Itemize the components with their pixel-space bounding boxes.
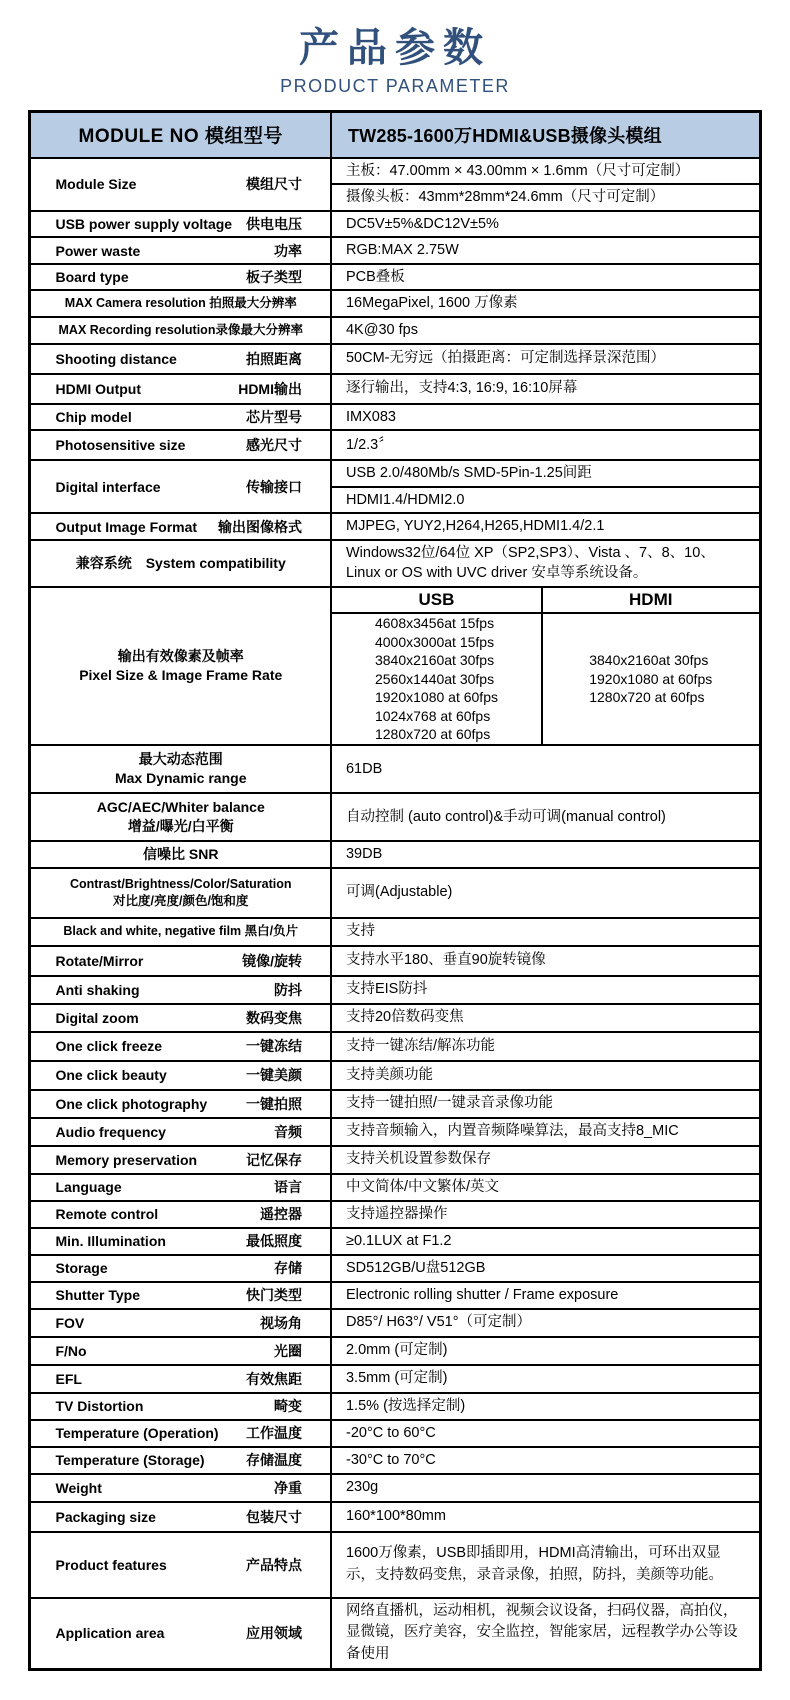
- spec-label: [31, 349, 330, 369]
- spec-label-en: TV Distortion: [55, 1398, 144, 1415]
- spec-row: [30, 290, 760, 317]
- spec-label-zh: 音频: [273, 1123, 302, 1140]
- spec-label: [31, 1396, 330, 1416]
- spec-value-cell: 自动控制 (auto control)&手动可调(manual control): [331, 793, 760, 841]
- spec-label-zh: 模组尺寸: [245, 176, 302, 193]
- spec-label: [31, 1478, 330, 1498]
- spec-label-en: Temperature (Storage): [55, 1452, 205, 1469]
- spec-value-cell: 支持关机设置参数保存: [331, 1146, 760, 1174]
- spec-value-cell: DC5V±5%&DC12V±5%: [331, 211, 760, 238]
- spec-row: [30, 211, 760, 238]
- spec-label: [31, 477, 330, 497]
- spec-label-cell: [30, 1420, 331, 1447]
- spec-row: [30, 841, 760, 868]
- spec-label-cell: [30, 841, 331, 868]
- spec-value-cell: PCB叠板: [331, 264, 760, 291]
- spec-label: [31, 798, 330, 836]
- spec-label: [31, 322, 330, 339]
- spec-value-cell: 160*100*80mm: [331, 1502, 760, 1532]
- spec-label-cell: [30, 1309, 331, 1337]
- spec-row: [30, 1337, 760, 1365]
- spec-label-en: One click photography: [55, 1095, 208, 1112]
- spec-label: [31, 923, 330, 940]
- spec-label-en: Application area: [55, 1625, 165, 1642]
- pixel-list-line: 1920x1080 at 60fps: [589, 670, 713, 687]
- spec-row: [30, 1474, 760, 1502]
- spec-label-zh: 记忆保存: [245, 1151, 302, 1168]
- spec-label: [31, 1623, 330, 1643]
- spec-label-line: 输出有效像素及帧率: [117, 648, 244, 665]
- spec-value-cell: D85°/ H63°/ V51°（可定制）: [331, 1309, 760, 1337]
- spec-label-zh: 应用领域: [245, 1625, 302, 1642]
- pixel-list-line: 2560x1440at 30fps: [374, 670, 495, 687]
- spec-row: [30, 513, 760, 540]
- spec-label-zh: 镜像/旋转: [242, 952, 302, 969]
- spec-label-line: AGC/AEC/Whiter balance: [96, 799, 265, 816]
- spec-row: [30, 745, 760, 793]
- spec-row: [30, 1201, 760, 1228]
- spec-row: [30, 404, 760, 431]
- spec-label: [31, 407, 330, 427]
- spec-row: [30, 1255, 760, 1282]
- spec-label-cell: [30, 1032, 331, 1061]
- spec-label-zh: 功率: [273, 242, 302, 259]
- spec-value-cell: 230g: [331, 1474, 760, 1502]
- spec-label: [31, 1285, 330, 1305]
- spec-label-zh: 遥控器: [259, 1206, 302, 1223]
- spec-label-cell: [30, 587, 331, 745]
- spec-value-cell: 支持音频输入，内置音频降噪算法，最高支持8_MIC: [331, 1118, 760, 1146]
- spec-value-cell: 1600万像素，USB即插即用，HDMI高清输出，可环出双显示，支持数码变焦，录音录像，拍照，防抖，美颜等功能。: [331, 1532, 760, 1598]
- spec-label-zh: 板子类型: [245, 269, 302, 286]
- spec-row: [30, 264, 760, 291]
- spec-label-cell: [30, 374, 331, 404]
- spec-label-en: Power waste: [55, 242, 141, 259]
- spec-value-cell: RGB:MAX 2.75W: [331, 237, 760, 264]
- spec-label: [31, 1507, 330, 1527]
- spec-label: [31, 1555, 330, 1575]
- spec-label: [31, 1094, 330, 1114]
- spec-value-cell: 4K@30 fps: [331, 317, 760, 344]
- spec-label-cell: [30, 976, 331, 1004]
- spec-label-cell: [30, 1282, 331, 1309]
- spec-label-cell: [30, 1502, 331, 1532]
- spec-label-zh: 产品特点: [245, 1556, 302, 1573]
- spec-value-cell: Windows32位/64位 XP（SP2,SP3）、Vista 、7、8、10、Linux or OS with UVC driver 安卓等系统设备。: [331, 540, 760, 587]
- spec-row: [30, 1118, 760, 1146]
- spec-label-en: Board type: [55, 269, 129, 286]
- spec-label-cell: [30, 1255, 331, 1282]
- spec-label-zh: 工作温度: [245, 1425, 302, 1442]
- pixel-list-line: 1920x1080 at 60fps: [374, 689, 498, 706]
- spec-label-cell: [30, 793, 331, 841]
- pixel-list-line: 3840x2160at 30fps: [589, 652, 709, 669]
- spec-label: [31, 876, 330, 910]
- spec-row: [30, 1447, 760, 1474]
- page-subtitle: PRODUCT PARAMETER: [280, 76, 510, 96]
- spec-label-cell: [30, 1118, 331, 1146]
- pixel-list-line: 1024x768 at 60fps: [374, 707, 491, 724]
- spec-row: [30, 1282, 760, 1309]
- spec-label: [31, 241, 330, 261]
- spec-label-cell: [30, 1365, 331, 1393]
- spec-label: [31, 1313, 330, 1333]
- pixel-list-line: 4608x3456at 15fps: [374, 615, 495, 632]
- spec-row: [30, 587, 760, 613]
- spec-label-en: Output Image Format: [55, 518, 198, 535]
- spec-label-cell: [30, 237, 331, 264]
- pixel-list-hdmi: [542, 613, 760, 745]
- spec-label-cell: [30, 1474, 331, 1502]
- spec-label-cell: [30, 1228, 331, 1255]
- spec-label-line: Pixel Size & Image Frame Rate: [79, 667, 283, 684]
- spec-label-cell: [30, 540, 331, 587]
- spec-value-cell: 支持遥控器操作: [331, 1201, 760, 1228]
- spec-value-cell: SD512GB/U盘512GB: [331, 1255, 760, 1282]
- spec-label-line: Contrast/Brightness/Color/Saturation: [69, 876, 292, 891]
- spec-row: [30, 1598, 760, 1670]
- spec-label: [31, 174, 330, 194]
- spec-row: [30, 1090, 760, 1118]
- module-model-header: TW285-1600万HDMI&USB摄像头模组: [331, 112, 760, 158]
- spec-table: [28, 110, 761, 1671]
- spec-value-cell: MJPEG, YUY2,H264,H265,HDMI1.4/2.1: [331, 513, 760, 540]
- spec-row: [30, 1502, 760, 1532]
- spec-label-cell: [30, 1598, 331, 1670]
- spec-label: [31, 214, 330, 234]
- spec-value-cell: 中文简体/中文繁体/英文: [331, 1174, 760, 1201]
- spec-value-cell: ≥0.1LUX at F1.2: [331, 1228, 760, 1255]
- spec-label-cell: [30, 290, 331, 317]
- spec-label: [31, 554, 330, 573]
- spec-label-zh: 拍照距离: [245, 350, 302, 367]
- spec-label-cell: [30, 868, 331, 918]
- spec-label: [31, 980, 330, 1000]
- spec-label-zh: 芯片型号: [245, 408, 302, 425]
- spec-value-cell: 1/2.3〞: [331, 430, 760, 460]
- spec-row: [30, 540, 760, 587]
- spec-value-cell: 网络直播机，运动相机，视频会议设备，扫码仪器，高拍仪，显微镜，医疗美容，安全监控，智能家居，远程教学办公等设备使用: [331, 1598, 760, 1670]
- spec-label-cell: [30, 1337, 331, 1365]
- spec-label: [31, 1258, 330, 1278]
- spec-label-en: One click beauty: [55, 1067, 167, 1084]
- spec-label-en: Weight: [55, 1479, 102, 1496]
- spec-row: [30, 1420, 760, 1447]
- spec-value-cell: HDMI1.4/HDMI2.0: [331, 487, 760, 514]
- spec-label-cell: [30, 745, 331, 793]
- spec-value-cell: -30°C to 70°C: [331, 1447, 760, 1474]
- spec-row: [30, 237, 760, 264]
- module-no-header: MODULE NO 模组型号: [30, 112, 331, 158]
- spec-label-cell: [30, 918, 331, 946]
- spec-label: [31, 435, 330, 455]
- spec-row: [30, 793, 760, 841]
- spec-label-en: USB power supply voltage: [55, 215, 233, 232]
- spec-row: [30, 1365, 760, 1393]
- spec-label: [31, 951, 330, 971]
- spec-label-cell: [30, 460, 331, 513]
- spec-label-line: 信噪比 SNR: [143, 845, 219, 862]
- spec-label-line: MAX Recording resolution录像最大分辨率: [58, 322, 303, 337]
- spec-label-en: Module Size: [55, 176, 137, 193]
- spec-label-zh: 包装尺寸: [245, 1508, 302, 1525]
- spec-label-en: Storage: [55, 1260, 108, 1277]
- spec-label: [31, 1150, 330, 1170]
- page-title: 产品参数: [299, 26, 491, 70]
- spec-label-cell: [30, 430, 331, 460]
- spec-label-en: Shutter Type: [55, 1287, 141, 1304]
- spec-value-cell: 主板：47.00mm × 43.00mm × 1.6mm（尺寸可定制）: [331, 158, 760, 185]
- spec-label-en: Digital zoom: [55, 1009, 139, 1026]
- spec-label: [31, 1369, 330, 1389]
- spec-label-line: 最大动态范围: [138, 751, 223, 768]
- spec-label: [31, 379, 330, 399]
- spec-row: [30, 344, 760, 374]
- spec-label-cell: [30, 513, 331, 540]
- spec-label: [31, 1036, 330, 1056]
- spec-label-en: Anti shaking: [55, 981, 140, 998]
- spec-value-cell: 3.5mm (可定制): [331, 1365, 760, 1393]
- spec-value-cell: 支持EIS防抖: [331, 976, 760, 1004]
- spec-label-cell: [30, 404, 331, 431]
- title-block: [0, 16, 790, 97]
- spec-label-zh: 一键冻结: [245, 1038, 302, 1055]
- spec-label: [31, 845, 330, 864]
- spec-value-cell: 可调(Adjustable): [331, 868, 760, 918]
- spec-label-zh: HDMI输出: [238, 380, 302, 397]
- spec-value-cell: 61DB: [331, 745, 760, 793]
- pixel-col-header-usb: USB: [331, 587, 542, 613]
- spec-label-en: Language: [55, 1179, 122, 1196]
- spec-row: [30, 158, 760, 185]
- spec-row: [30, 1228, 760, 1255]
- spec-label-cell: [30, 1146, 331, 1174]
- spec-row: [30, 1032, 760, 1061]
- spec-label-zh: 一键拍照: [245, 1095, 302, 1112]
- pixel-list-line: 4000x3000at 15fps: [374, 633, 495, 650]
- spec-label-cell: [30, 1004, 331, 1032]
- spec-value-cell: 支持: [331, 918, 760, 946]
- spec-label-en: Digital interface: [55, 478, 161, 495]
- spec-label-line: Max Dynamic range: [114, 770, 247, 787]
- spec-label-zh: 视场角: [259, 1314, 302, 1331]
- spec-label-en: Remote control: [55, 1206, 159, 1223]
- spec-label: [31, 267, 330, 287]
- spec-value-cell: 支持一键拍照/一键录音录像功能: [331, 1090, 760, 1118]
- spec-row: [30, 460, 760, 487]
- spec-label: [31, 1177, 330, 1197]
- pixel-list-line: 1280x720 at 60fps: [374, 726, 491, 743]
- spec-label-zh: 输出图像格式: [217, 518, 302, 535]
- spec-label-en: Rotate/Mirror: [55, 952, 144, 969]
- spec-label-cell: [30, 1447, 331, 1474]
- spec-label: [31, 1423, 330, 1443]
- spec-label-en: Product features: [55, 1556, 167, 1573]
- spec-label-cell: [30, 1090, 331, 1118]
- spec-label-zh: 畸变: [273, 1398, 302, 1415]
- spec-label-en: One click freeze: [55, 1038, 163, 1055]
- spec-label-en: Chip model: [55, 408, 132, 425]
- spec-row: [30, 868, 760, 918]
- spec-value-cell: 逐行输出，支持4:3, 16:9, 16:10屏幕: [331, 374, 760, 404]
- spec-row: [30, 918, 760, 946]
- spec-label: [31, 1231, 330, 1251]
- spec-label-cell: [30, 344, 331, 374]
- spec-label-en: Shooting distance: [55, 350, 177, 367]
- pixel-list-usb: [331, 613, 542, 745]
- spec-label-en: Temperature (Operation): [55, 1425, 219, 1442]
- spec-label-zh: 传输接口: [245, 478, 302, 495]
- spec-label-zh: 有效焦距: [245, 1370, 302, 1387]
- spec-table-body: [30, 112, 760, 1670]
- spec-label: [31, 1204, 330, 1224]
- spec-label-cell: [30, 317, 331, 344]
- spec-label-cell: [30, 264, 331, 291]
- spec-row: [30, 946, 760, 976]
- spec-value-cell: 16MegaPixel, 1600 万像素: [331, 290, 760, 317]
- spec-value-cell: IMX083: [331, 404, 760, 431]
- spec-row: [30, 1061, 760, 1090]
- spec-label-zh: 光圈: [273, 1342, 302, 1359]
- spec-label-cell: [30, 1201, 331, 1228]
- spec-label-cell: [30, 211, 331, 238]
- pixel-list-line: 3840x2160at 30fps: [374, 652, 495, 669]
- spec-label-en: EFL: [55, 1370, 82, 1387]
- spec-label-line: 对比度/亮度/颜色/饱和度: [113, 893, 249, 908]
- spec-value-cell: 1.5% (按选择定制): [331, 1393, 760, 1420]
- spec-label-cell: [30, 946, 331, 976]
- spec-label: [31, 1008, 330, 1028]
- spec-label-zh: 供电电压: [245, 215, 302, 232]
- spec-label: [31, 517, 330, 537]
- spec-label: [31, 1065, 330, 1085]
- spec-label-zh: 一键美颜: [245, 1067, 302, 1084]
- spec-label-zh: 快门类型: [245, 1287, 302, 1304]
- spec-label-cell: [30, 1061, 331, 1090]
- spec-label-line: Black and white, negative film 黑白/负片: [63, 924, 299, 939]
- spec-value-cell: -20°C to 60°C: [331, 1420, 760, 1447]
- spec-label: [31, 1450, 330, 1470]
- spec-label: [31, 647, 330, 685]
- spec-label: [31, 750, 330, 788]
- spec-value-cell: 支持水平180、垂直90旋转镜像: [331, 946, 760, 976]
- spec-label-cell: [30, 1532, 331, 1598]
- spec-row: [30, 430, 760, 460]
- spec-row: [30, 1309, 760, 1337]
- spec-value-cell: 支持美颜功能: [331, 1061, 760, 1090]
- spec-label-en: Photosensitive size: [55, 437, 186, 454]
- spec-value-cell: 2.0mm (可定制): [331, 1337, 760, 1365]
- spec-label-line: MAX Camera resolution 拍照最大分辨率: [64, 296, 297, 311]
- spec-label-en: HDMI Output: [55, 380, 142, 397]
- spec-row: [30, 1174, 760, 1201]
- spec-label-en: Memory preservation: [55, 1151, 198, 1168]
- spec-value-cell: 摄像头板：43mm*28mm*24.6mm（尺寸可定制）: [331, 184, 760, 211]
- spec-label-zh: 感光尺寸: [245, 437, 302, 454]
- spec-header-row: [30, 112, 760, 158]
- spec-value-cell: 支持20倍数码变焦: [331, 1004, 760, 1032]
- spec-label-en: F/No: [55, 1342, 87, 1359]
- spec-label-zh: 净重: [273, 1479, 302, 1496]
- spec-row: [30, 317, 760, 344]
- spec-label-cell: [30, 1393, 331, 1420]
- pixel-list-line: 1280x720 at 60fps: [589, 689, 705, 706]
- spec-label-zh: 数码变焦: [245, 1009, 302, 1026]
- spec-value-cell: 50CM-无穷远（拍摄距离：可定制选择景深范围）: [331, 344, 760, 374]
- spec-label-zh: 语言: [273, 1179, 302, 1196]
- spec-label-cell: [30, 1174, 331, 1201]
- spec-label-zh: 存储温度: [245, 1452, 302, 1469]
- pixel-list-lines: [375, 614, 498, 744]
- spec-value-cell: 39DB: [331, 841, 760, 868]
- spec-row: [30, 1532, 760, 1598]
- spec-row: [30, 374, 760, 404]
- spec-label-en: FOV: [55, 1314, 85, 1331]
- spec-row: [30, 1004, 760, 1032]
- spec-value-cell: 支持一键冻结/解冻功能: [331, 1032, 760, 1061]
- pixel-col-header-hdmi: HDMI: [542, 587, 760, 613]
- spec-label: [31, 1341, 330, 1361]
- spec-label-line: 增益/曝光/白平衡: [127, 818, 234, 835]
- spec-row: [30, 976, 760, 1004]
- spec-label: [31, 295, 330, 312]
- spec-label-line: 兼容系统 System compatibility: [75, 554, 286, 571]
- spec-label-zh: 最低照度: [245, 1233, 302, 1250]
- spec-value-cell: Electronic rolling shutter / Frame exposure: [331, 1282, 760, 1309]
- spec-row: [30, 1393, 760, 1420]
- spec-label-en: Packaging size: [55, 1508, 156, 1525]
- spec-row: [30, 1146, 760, 1174]
- spec-label: [31, 1122, 330, 1142]
- spec-label-cell: [30, 158, 331, 211]
- spec-label-zh: 防抖: [273, 981, 302, 998]
- spec-label-zh: 存储: [273, 1260, 302, 1277]
- spec-label-en: Audio frequency: [55, 1123, 166, 1140]
- spec-label-en: Min. Illumination: [55, 1233, 166, 1250]
- pixel-list-lines: [589, 651, 712, 707]
- spec-value-cell: USB 2.0/480Mb/s SMD-5Pin-1.25间距: [331, 460, 760, 487]
